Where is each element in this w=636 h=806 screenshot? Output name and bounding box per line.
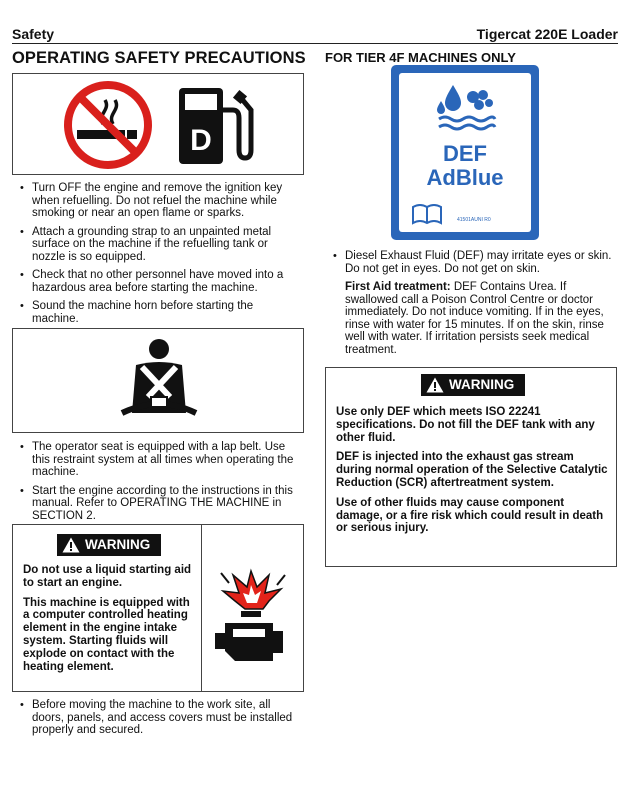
engine-explosion-icon — [211, 565, 297, 675]
fuel-safety-pictograms — [12, 73, 304, 175]
list-item: • Attach a grounding strap to an unpainted metal surface on the machine if the refuelling tank or nozzle is so equipped. — [12, 226, 302, 264]
warning-triangle-icon — [426, 377, 444, 393]
list-item: • Turn OFF the engine and remove the ignition key when refuelling. Do not refuel the machine while smoking or near an open flame or sparks. — [12, 182, 302, 220]
list-item: • Before moving the machine to the work site, all doors, panels, and access covers must be installed properly and secured. — [12, 699, 302, 737]
def-fluid-icon — [435, 83, 497, 133]
section-label: Safety — [12, 26, 55, 42]
no-smoking-icon — [63, 80, 153, 170]
def-sign-line2: AdBlue — [426, 165, 504, 190]
list-item: • Sound the machine horn before starting the machine. — [12, 300, 302, 325]
manual-book-icon — [411, 203, 443, 225]
def-sign-panel — [399, 73, 531, 232]
product-title: Tigercat 220E Loader — [476, 26, 618, 42]
def-sign-line1: DEF — [443, 141, 487, 166]
def-adblue-sign — [391, 65, 539, 240]
seatbelt-pictogram — [12, 328, 304, 433]
warning-paragraph: Use only DEF which meets ISO 22241 specifications. Do not fill the DEF tank with any other fluid. — [336, 406, 595, 444]
sign-part-code: 41501AUNI R0 — [457, 217, 491, 223]
header-rule — [12, 43, 618, 44]
warning-label: WARNING — [449, 377, 515, 392]
list-item: • Start the engine according to the instructions in this manual. Refer to OPERATING THE MACHINE in SECTION 2. — [12, 485, 302, 523]
first-aid-text: DEF Contains Urea. If swallowed call a Poison Control Centre or doctor immediately. Do not induce vomiting. If in the eyes, rinse with water for 15 minutes. If on the skin, rinse well with water. If irritation persists seek medical treatment. — [345, 281, 604, 356]
final-safety-list — [12, 699, 302, 743]
def-hazard-list — [325, 250, 617, 281]
warning-paragraph: This machine is equipped with a computer controlled heating element in the engine intake system. Starting fluids will explode on contact with the heating element. — [23, 596, 190, 673]
list-item: • The operator seat is equipped with a lap belt. Use this restraint system at all times when operating the machine. — [12, 441, 302, 479]
warning-badge — [57, 534, 161, 556]
page-title: OPERATING SAFETY PRECAUTIONS — [12, 49, 306, 67]
fuel-pump-icon — [173, 80, 263, 170]
seatbelt-icon — [114, 335, 204, 427]
starting-aid-warning — [12, 524, 304, 692]
warning-body — [336, 406, 610, 542]
seat-safety-list — [12, 441, 302, 528]
warning-paragraph: Use of other fluids may cause component damage, or a fire risk which could result in death or serious injury. — [336, 496, 604, 535]
warning-label: WARNING — [85, 537, 151, 552]
warning-badge — [421, 374, 525, 396]
first-aid-label: First Aid treatment: — [345, 281, 451, 293]
diesel-letter: D — [190, 124, 212, 157]
warning-body — [23, 564, 195, 680]
warning-paragraph: Do not use a liquid starting aid to start an engine. — [23, 564, 192, 589]
warning-paragraph: DEF is injected into the exhaust gas stream during normal operation of the Selective Catalytic Reduction (SCR) aftertreatment system. — [336, 451, 608, 489]
fuel-safety-list — [12, 182, 302, 331]
def-warning — [325, 367, 617, 567]
first-aid-paragraph — [345, 281, 617, 356]
warning-divider — [201, 525, 202, 691]
warning-triangle-icon — [62, 537, 80, 553]
list-item: • Diesel Exhaust Fluid (DEF) may irritate eyes or skin. Do not get in eyes. Do not get on skin. — [325, 250, 617, 275]
list-item: • Check that no other personnel have moved into a hazardous area before starting the machine. — [12, 269, 302, 294]
tier4f-title: FOR TIER 4F MACHINES ONLY — [325, 50, 516, 65]
